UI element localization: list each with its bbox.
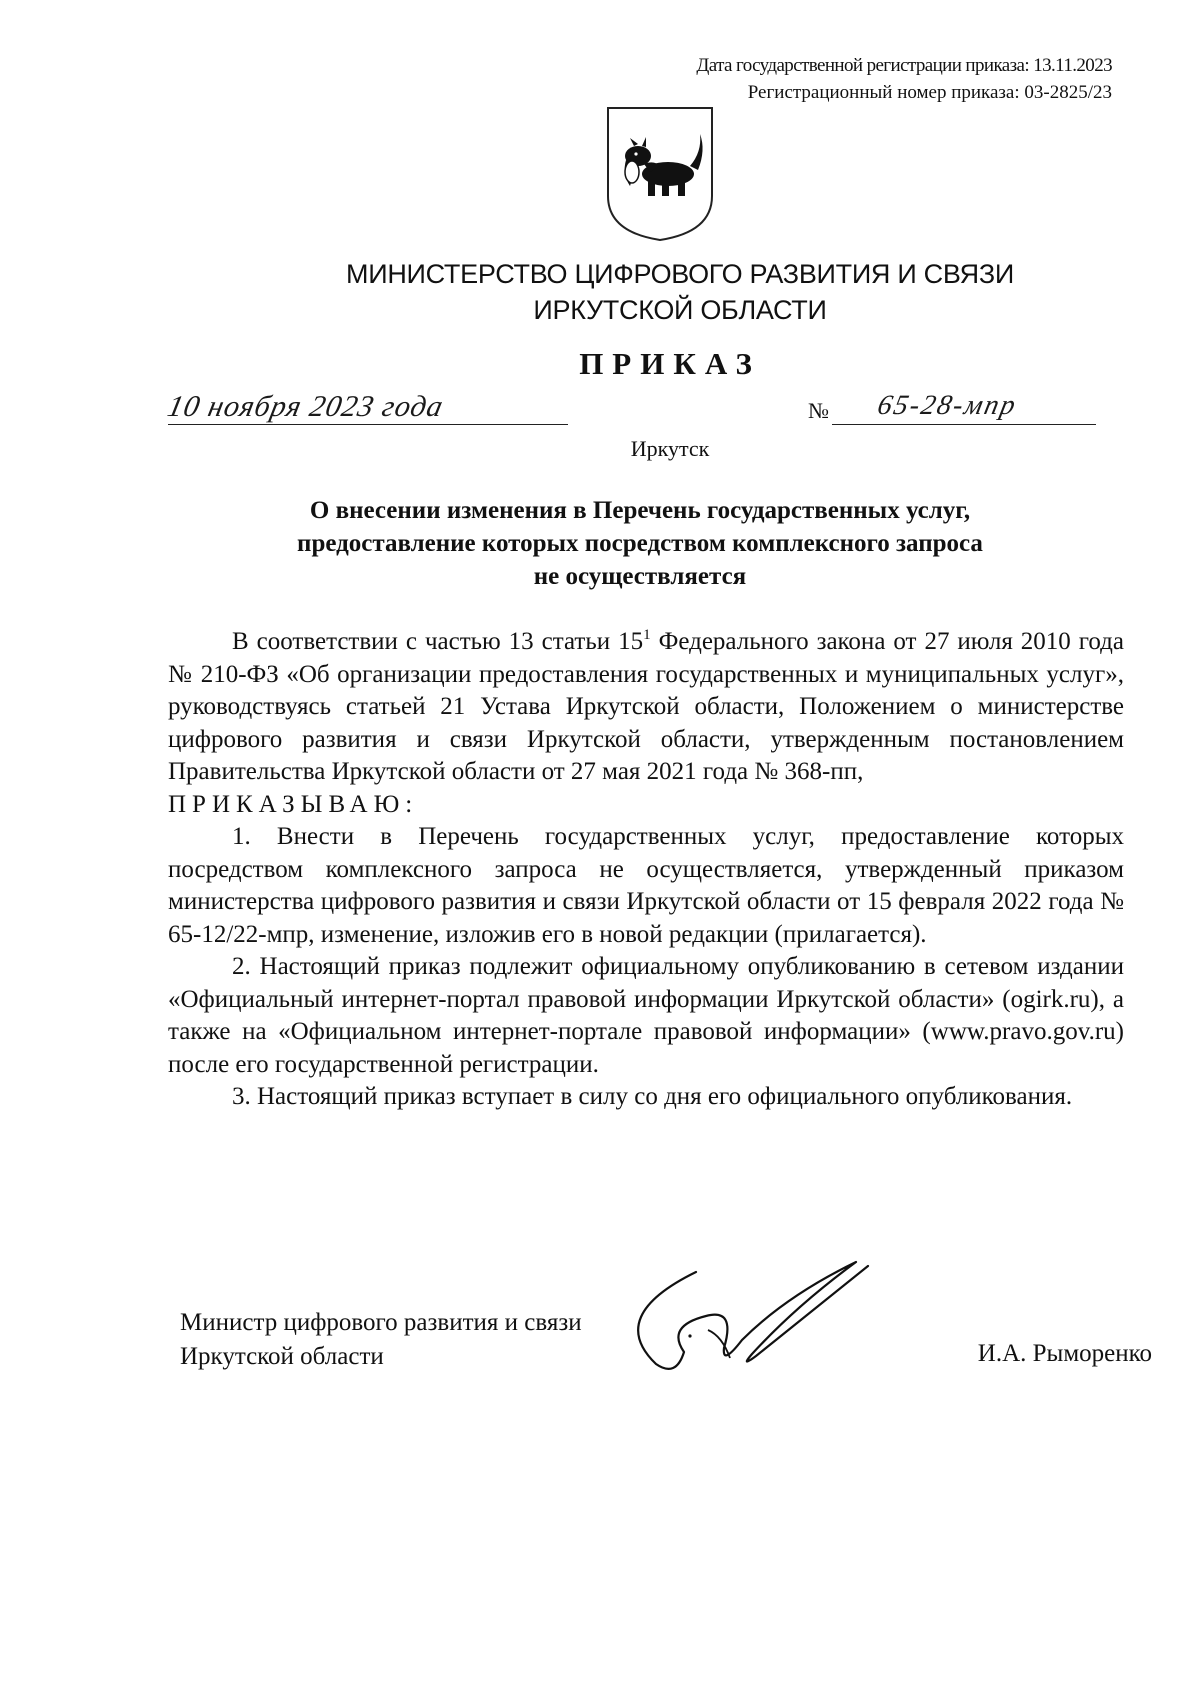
signatory-name: И.А. Рыморенко	[977, 1340, 1152, 1367]
city-name: Иркутск	[630, 436, 710, 461]
preamble-paragraph	[168, 626, 1124, 789]
ministry-name	[0, 256, 1200, 328]
registration-number: Регистрационный номер приказа: 03-2825/23	[747, 82, 1112, 103]
registration-date: Дата государственной регистрации приказа: 13.11.2023	[696, 55, 1112, 76]
signatory-position	[180, 1306, 582, 1374]
order-number-field	[832, 392, 1096, 425]
ministry-line-1: МИНИСТЕРСТВО ЦИФРОВОГО РАЗВИТИЯ И СВЯЗИ	[346, 259, 1014, 289]
handwritten-number: 65-28-мпр	[874, 390, 1020, 421]
subject-line-1: О внесении изменения в Перечень государственных услуг,	[309, 497, 971, 524]
order-item-2: 2. Настоящий приказ подлежит официальному опубликованию в сетевом издании «Официальный интернет-портал правовой информации Иркутской области» (ogirk.ru), а также на «Официальном интернет-портале правовой информации» (www.pravo.gov.ru) после его государственной регистрации.	[168, 953, 1124, 1078]
handwritten-date: 10 ноября 2023 года	[164, 390, 447, 423]
preamble-superscript: 1	[643, 627, 651, 643]
handwritten-signature	[636, 1256, 936, 1386]
coat-of-arms-icon	[604, 104, 716, 244]
preamble-part-1: В соответствии с частью 13 статьи 15	[232, 628, 644, 655]
subject-line-2: предоставление которых посредством комплексного запроса	[297, 530, 983, 557]
position-line-1: Министр цифрового развития и связи	[180, 1309, 582, 1336]
order-subject	[240, 494, 1040, 593]
order-body	[168, 626, 1124, 1114]
order-item-3: 3. Настоящий приказ вступает в силу со дня его официального опубликования.	[232, 1083, 1073, 1110]
preamble-part-2: Федерального закона от 27 июля 2010 года № 210-ФЗ «Об организации предоставления государственных и муниципальных услуг», руководствуясь статьей 21 Устава Иркутской области, Положением о министерстве цифрового развития и связи Иркутской области, утвержденным постановлением Правительства Иркутской области от 27 мая 2021 года № 368-пп,	[168, 628, 1124, 785]
position-line-2: Иркутской области	[180, 1343, 384, 1370]
subject-line-3: не осуществляется	[533, 563, 747, 590]
ministry-line-2: ИРКУТСКОЙ ОБЛАСТИ	[533, 295, 827, 325]
order-date-field	[164, 390, 568, 425]
document-type-title: ПРИКАЗ	[579, 346, 761, 381]
order-word: ПРИКАЗЫВАЮ:	[168, 790, 419, 818]
order-item-1: 1. Внести в Перечень государственных услуг, предоставление которых посредством комплексного запроса не осуществляется, утвержденный приказом министерства цифрового развития и связи Иркутской области от 15 февраля 2022 года № 65-12/22-мпр, изменение, изложив его в новой редакции (прилагается).	[168, 823, 1124, 948]
registration-stamp	[592, 52, 1112, 106]
number-sign: №	[808, 398, 829, 423]
